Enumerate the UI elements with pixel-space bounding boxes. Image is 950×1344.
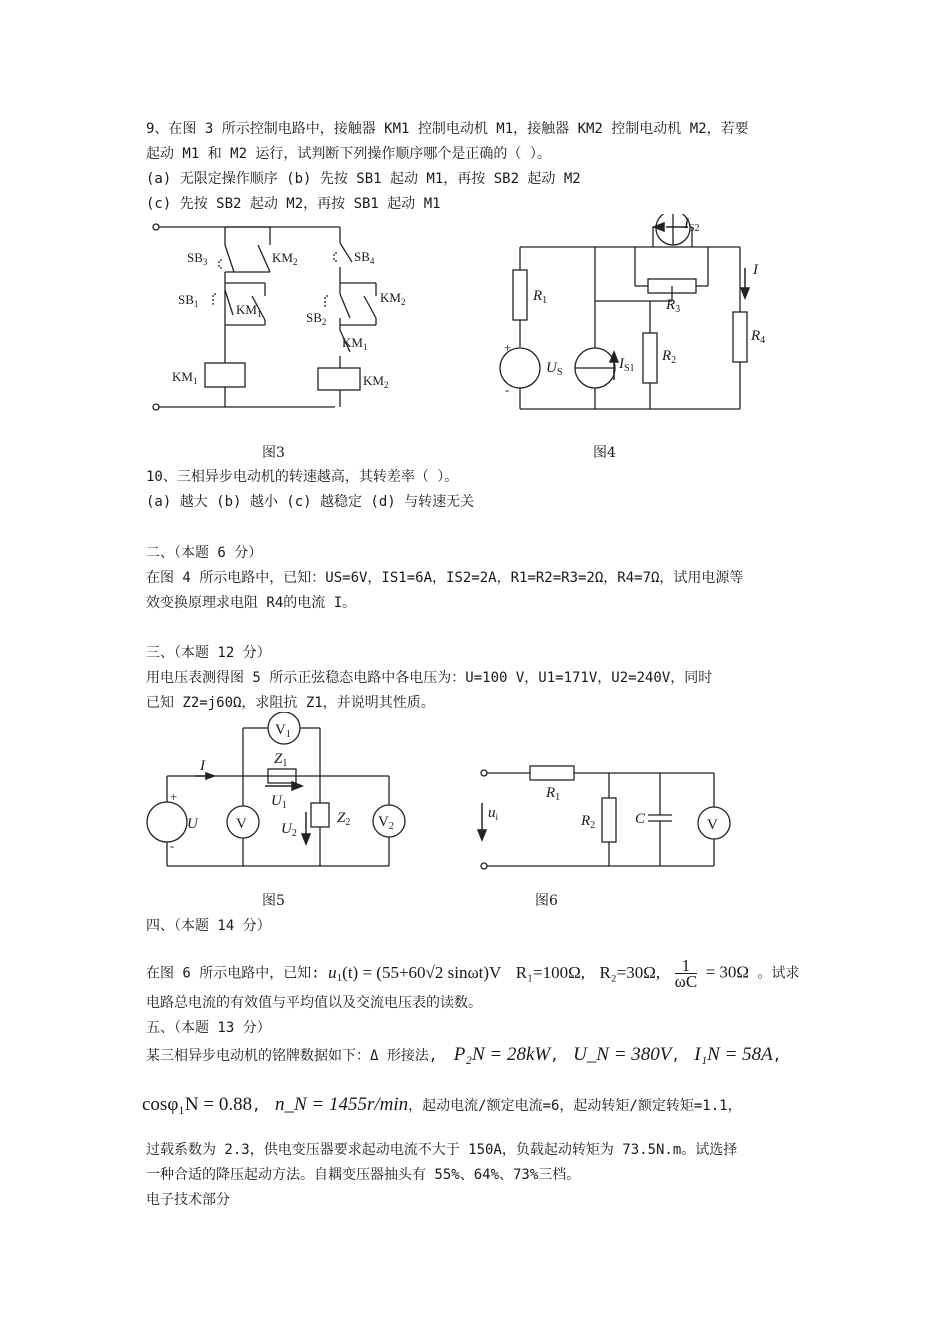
section5-line2: cosφ₁N = 0.88, n_N = 1455r/min，起动电流/额定电流=6，起动转矩/额定转矩=1.1， xyxy=(142,1094,742,1115)
fig3-km2-label-right: $KM_2$ xyxy=(380,290,406,307)
section4-heading: 四、（本题 14 分） xyxy=(146,918,271,934)
fig5-z1-label: $Z_1$ xyxy=(274,751,288,769)
section4-line1 xyxy=(146,958,800,989)
q9-line1: 9、在图 3 所示控制电路中，接触器 KM1 控制电动机 M1，接触器 KM2 控制电动机 M2，若要 xyxy=(146,121,749,137)
figure-6-caption: 图6 xyxy=(535,893,558,909)
q10-line1: 10、三相异步电动机的转速越高，其转差率（ ）。 xyxy=(146,469,459,485)
fig3-km1-label-left: $KM_1$ xyxy=(236,302,262,319)
section5-line1: 某三相异步电动机的铭牌数据如下：Δ 形接法, P₂N = 28kW, U_N = 380V, I₁N = 58A, xyxy=(146,1044,782,1065)
section4-formula: $u_1(t) = (55+60√2$ sinωt)V xyxy=(328,962,502,984)
fig4-us-label: $U_S$ xyxy=(546,360,563,378)
section4-r2: R₂=30Ω, xyxy=(599,962,661,982)
figure-4-circuit xyxy=(495,214,780,414)
fig4-r1-label: $R_1$ xyxy=(533,288,548,306)
q10-options: (a) 越大 (b) 越小 (c) 越稳定 (d) 与转速无关 xyxy=(146,494,475,510)
section5-nn: n_N = 1455r/min xyxy=(274,1094,409,1115)
fig5-v2-meter-label: $V_2$ xyxy=(378,814,394,832)
fig3-km1-label-right: $KM_1$ xyxy=(342,335,368,352)
section3-line1: 用电压表测得图 5 所示正弦稳态电路中各电压为：U=100 V，U1=171V，U2=240V，同时 xyxy=(146,670,713,686)
section5-un: U_N = 380V xyxy=(573,1044,672,1065)
q9-option-c: (c) 先按 SB2 起动 M2，再按 SB1 起动 M1 xyxy=(146,196,441,212)
section2-heading: 二、（本题 6 分） xyxy=(146,545,263,561)
fig5-v-meter-label: V xyxy=(236,816,247,832)
fig3-sb1-label: $SB_1$ xyxy=(178,292,199,309)
fig3-coil-km2-label: $KM_2$ xyxy=(363,373,389,390)
section5-line4: 一种合适的降压起动方法。自耦变压器抽头有 55%、64%、73%三档。 xyxy=(146,1167,581,1183)
section3-heading: 三、（本题 12 分） xyxy=(146,645,271,661)
fig4-current-i-label: I xyxy=(753,262,758,278)
fig4-is1-label: $I_{S1}$ xyxy=(619,356,635,374)
fig3-km2-label-top: $KM_2$ xyxy=(272,250,298,267)
fig5-u2-label: $U_2$ xyxy=(281,821,297,839)
figure-3-control-circuit xyxy=(145,214,435,418)
fig3-sb4-label: $SB_4$ xyxy=(354,249,375,266)
footer-electronics-section: 电子技术部分 xyxy=(146,1192,230,1208)
section5-heading: 五、（本题 13 分） xyxy=(146,1020,271,1036)
figure-4-caption: 图4 xyxy=(593,445,616,461)
fig4-r2-label: $R_2$ xyxy=(662,348,677,366)
section3-line2: 已知 Z2=j60Ω，求阻抗 Z1，并说明其性质。 xyxy=(146,695,435,711)
section4-suffix: 。试求 xyxy=(757,965,800,982)
fig4-r3-label: $R_3$ xyxy=(666,297,681,315)
fig6-c-label: C xyxy=(635,811,646,827)
section5-p2n: P₂N = 28kW xyxy=(453,1044,551,1065)
section2-line1: 在图 4 所示电路中，已知：US=6V，IS1=6A，IS2=2A，R1=R2=R3=2Ω，R4=7Ω，试用电源等 xyxy=(146,570,744,586)
figure-6-circuit xyxy=(470,760,750,875)
fig4-is2-label: $I_{S2}$ xyxy=(684,216,700,234)
section2-line2: 效变换原理求电阻 R4的电流 I。 xyxy=(146,595,357,611)
fig3-sb2-label: $SB_2$ xyxy=(306,310,327,327)
fig5-v1-meter-label: $V_1$ xyxy=(275,722,291,740)
section5-i1n: I₁N = 58A xyxy=(694,1044,773,1065)
fig5-current-i-label: I xyxy=(200,758,205,774)
section5-cos: cosφ₁N = 0.88 xyxy=(142,1094,253,1115)
fig4-r4-label: $R_4$ xyxy=(751,328,766,346)
fig6-ui-label: $u_i$ xyxy=(488,805,499,822)
figure-3-caption: 图3 xyxy=(262,445,285,461)
figure-5-caption: 图5 xyxy=(262,893,285,909)
q9-option-ab: (a) 无限定操作顺序 (b) 先按 SB1 起动 M1，再按 SB2 起动 M2 xyxy=(146,171,581,187)
fig6-r1-label: $R_1$ xyxy=(546,785,561,803)
fig5-u1-label: $U_1$ xyxy=(271,793,287,811)
fig4-minus-sign: - xyxy=(505,382,510,397)
fig6-voltmeter-label: V xyxy=(707,817,718,833)
fig5-source-u-label: U xyxy=(187,816,198,832)
section5-prefix: 某三相异步电动机的铭牌数据如下：Δ 形接法, xyxy=(146,1048,438,1064)
q9-line2: 起动 M1 和 M2 运行，试判断下列操作顺序哪个是正确的（ ）。 xyxy=(146,146,551,162)
fig6-r2-label: $R_2$ xyxy=(581,813,596,831)
section4-line2: 电路总电流的有效值与平均值以及交流电压表的读数。 xyxy=(146,995,482,1011)
section4-r1: R₁=100Ω, xyxy=(515,962,585,982)
figure-5-circuit xyxy=(140,712,420,872)
fig5-plus-sign: + xyxy=(170,789,178,804)
section4-fraction-value: = 30Ω xyxy=(705,962,750,982)
fig4-plus-sign: + xyxy=(504,340,512,355)
fig3-coil-km1-label: $KM_1$ xyxy=(172,369,198,386)
section4-prefix: 在图 6 所示电路中，已知: xyxy=(146,965,320,982)
section4-fraction: $\frac{1}{\omega C}$ xyxy=(674,956,698,991)
section5-line2-rest: ，起动电流/额定电流=6，起动转矩/额定转矩=1.1， xyxy=(408,1098,742,1114)
section5-line3: 过载系数为 2.3，供电变压器要求起动电流不大于 150A，负载起动转矩为 73.5N.m。试选择 xyxy=(146,1142,738,1158)
fig5-z2-label: $Z_2$ xyxy=(337,810,351,828)
fig5-minus-sign: - xyxy=(170,838,175,853)
fig3-sb3-label: $SB_3$ xyxy=(187,250,208,267)
